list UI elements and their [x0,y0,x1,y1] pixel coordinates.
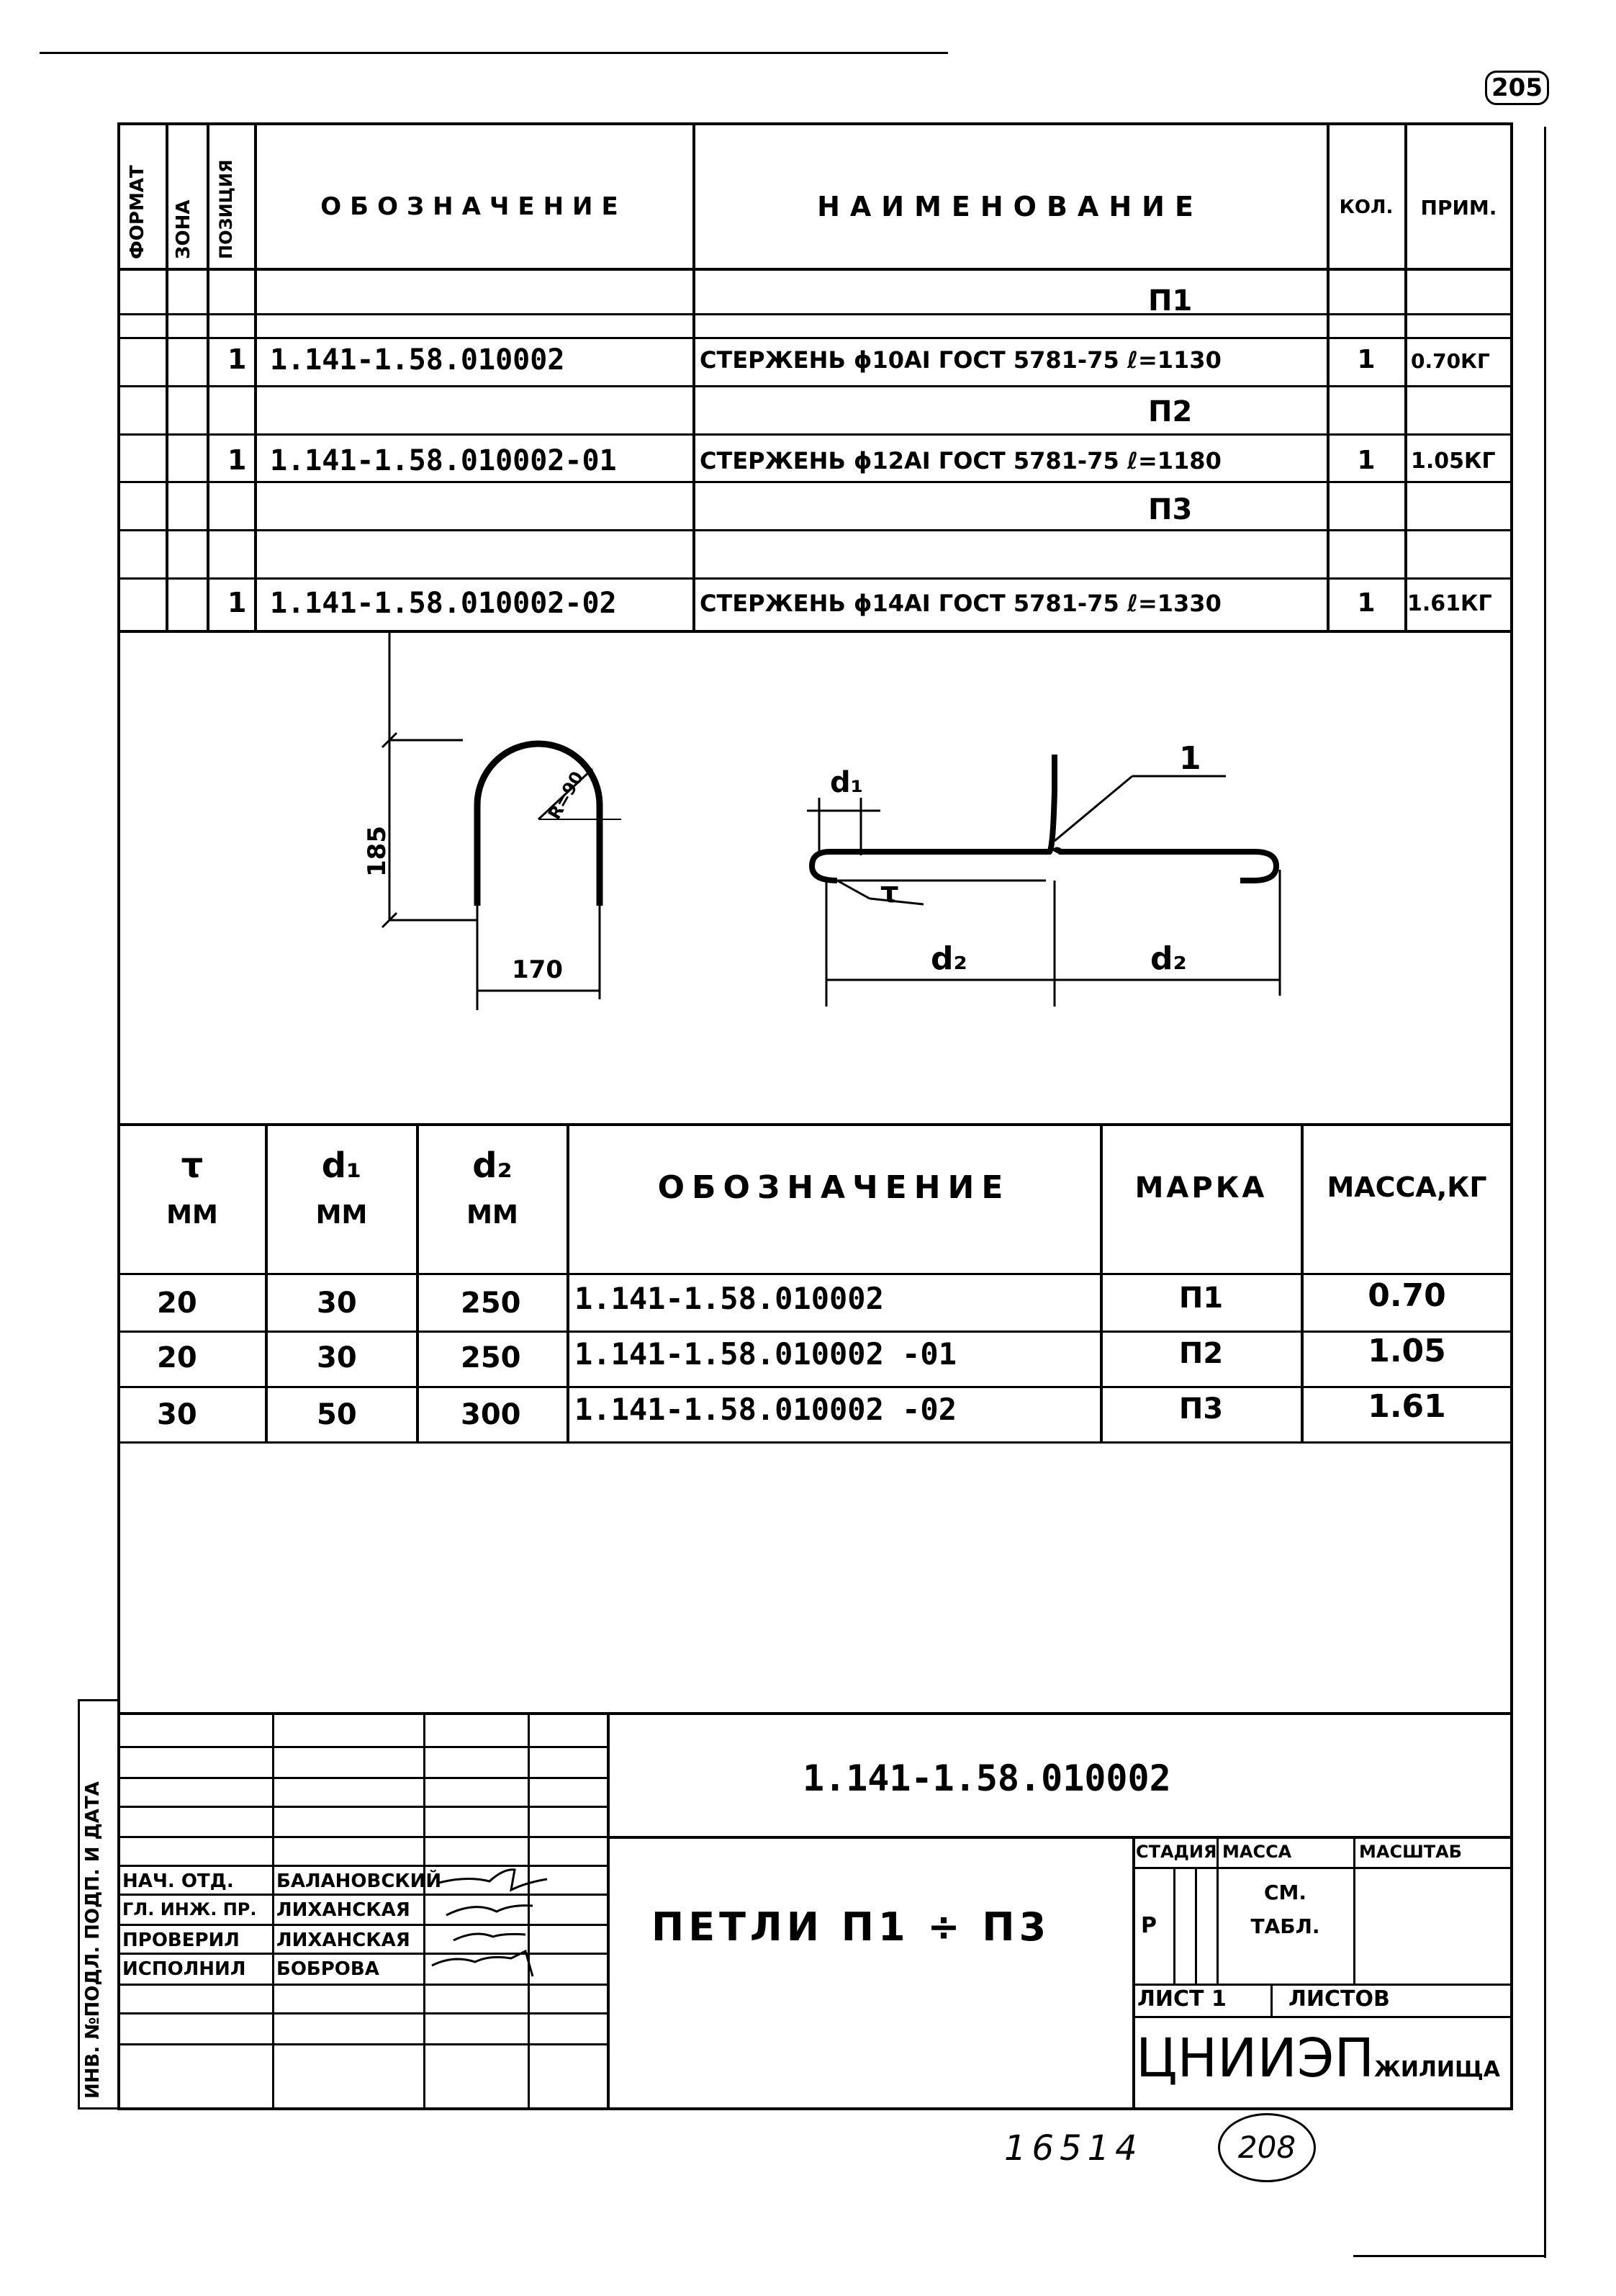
mass-label: МАССА [1222,1842,1292,1862]
callout-position: 1 [1179,740,1201,777]
role-label: ГЛ. ИНЖ. ПР. [122,1899,257,1919]
org-name [1136,2027,1500,2089]
spec-pos: 1 [227,343,247,375]
side-strip-line [78,1699,80,2110]
header-zone: ЗОНА [173,199,194,259]
param-d1: 30 [317,1287,357,1320]
circled-number: 208 [1218,2113,1316,2182]
header-designation: ОБОЗНАЧЕНИЕ [320,192,627,221]
role-label: НАЧ. ОТД. [122,1870,234,1892]
group-mark-p3: П3 [1148,493,1193,526]
scan-edge-right [1544,127,1546,2258]
dim-width: 170 [512,955,563,984]
param-d1: 30 [317,1341,357,1374]
header-name: НАИМЕНОВАНИЕ [817,191,1204,222]
scale-label: МАСШТАБ [1359,1842,1462,1862]
org-main: ЦНИИЭП [1136,2027,1375,2089]
spec-name: СТЕРЖЕНЬ ϕ12АI ГОСТ 5781-75 ℓ=1180 [700,447,1222,474]
param-r: 30 [157,1398,197,1431]
param-header-designation: ОБОЗНАЧЕНИЕ [657,1169,1011,1206]
header-qty: КОЛ. [1339,197,1394,218]
handwritten-number: 16514 [1004,2128,1143,2169]
header-note: ПРИМ. [1420,196,1497,220]
param-header-r: τ [181,1145,204,1186]
frame-bottom [117,2107,1513,2110]
spec-note: 0.70КГ [1411,349,1490,373]
param-r: 20 [157,1341,197,1374]
param-header-d2: d₂ [472,1145,513,1186]
role-label: ПРОВЕРИЛ [122,1930,240,1951]
header-format: ФОРМАТ [127,165,148,259]
sheet-label: ЛИСТ 1 [1137,1986,1227,2012]
spec-note: 1.05КГ [1411,449,1496,474]
role-name: ЛИХАНСКАЯ [276,1899,410,1921]
group-mark-p2: П2 [1148,395,1193,428]
top-scan-line [40,52,948,54]
param-header-d1-unit: ММ [315,1200,368,1230]
loop-front-view [382,632,621,1010]
spec-designation: 1.141-1.58.010002-01 [270,444,617,477]
spec-designation: 1.141-1.58.010002-02 [270,587,617,620]
group-mark-p1: П1 [1148,284,1193,318]
document-title: ПЕТЛИ П1 ÷ П3 [651,1904,1051,1950]
param-designation: 1.141-1.58.010002 -02 [574,1392,957,1427]
param-header-r-unit: ММ [166,1200,218,1230]
role-name: ЛИХАНСКАЯ [276,1930,410,1951]
spec-note: 1.61КГ [1407,591,1492,616]
spec-name: СТЕРЖЕНЬ ϕ10АI ГОСТ 5781-75 ℓ=1130 [700,346,1222,374]
role-label: ИСПОЛНИЛ [122,1958,246,1980]
loop-drawings [117,632,1510,1122]
stage-value: Р [1141,1913,1157,1938]
doc-code: 1.141-1.58.010002 [803,1757,1171,1799]
dim-r: τ [880,876,899,909]
side-strip-bottom [78,2107,119,2110]
dim-radius: R=90 [543,767,588,823]
dim-height: 185 [363,826,392,877]
mass-value-1: СМ. [1263,1881,1307,1904]
param-mass: 1.05 [1368,1333,1446,1369]
param-header-d1: d₁ [321,1145,362,1186]
header-position: ПОЗИЦИЯ [216,159,236,259]
loop-side-view [807,755,1280,1007]
role-name: БОБРОВА [276,1958,379,1980]
scan-edge-bottom [1353,2255,1546,2257]
spec-pos: 1 [227,444,247,476]
signatures [425,1861,612,1991]
param-mass: 1.61 [1368,1388,1446,1425]
param-d2: 250 [461,1287,521,1320]
frame-top [117,122,1513,125]
param-d1: 50 [317,1398,357,1431]
spec-qty: 1 [1357,345,1376,374]
sheet-corner-number: 205 [1485,71,1549,105]
side-strip-label: ИНВ. №ПОДЛ. ПОДП. И ДАТА [82,1781,104,2099]
stage-label: СТАДИЯ [1136,1842,1217,1862]
param-header-mass: МАССА,КГ [1327,1171,1487,1203]
param-designation: 1.141-1.58.010002 [574,1281,884,1316]
mass-value-2: ТАБЛ. [1250,1914,1320,1938]
dim-d2-right: d₂ [1150,940,1187,977]
spec-designation: 1.141-1.58.010002 [270,343,565,377]
param-mass: 0.70 [1368,1277,1446,1314]
param-d2: 250 [461,1341,521,1374]
spec-pos: 1 [227,587,247,618]
param-header-d2-unit: ММ [466,1200,518,1230]
param-mark: П3 [1178,1392,1224,1426]
param-d2: 300 [461,1398,521,1431]
spec-qty: 1 [1357,446,1376,475]
param-r: 20 [157,1287,197,1320]
sheets-label: ЛИСТОВ [1288,1986,1390,2012]
param-mark: П1 [1178,1282,1224,1315]
org-suffix: ЖИЛИЩА [1374,2057,1500,2082]
spec-qty: 1 [1357,588,1376,618]
spec-name: СТЕРЖЕНЬ ϕ14АI ГОСТ 5781-75 ℓ=1330 [700,590,1222,617]
dim-d1: d₁ [830,766,864,799]
frame-right [1510,122,1513,2110]
role-name: БАЛАНОВСКИЙ [276,1870,442,1892]
param-header-mark: МАРКА [1134,1171,1268,1205]
side-strip-top [78,1699,119,1701]
dim-d2-left: d₂ [931,940,967,977]
param-mark: П2 [1178,1337,1224,1370]
param-designation: 1.141-1.58.010002 -01 [574,1336,957,1372]
